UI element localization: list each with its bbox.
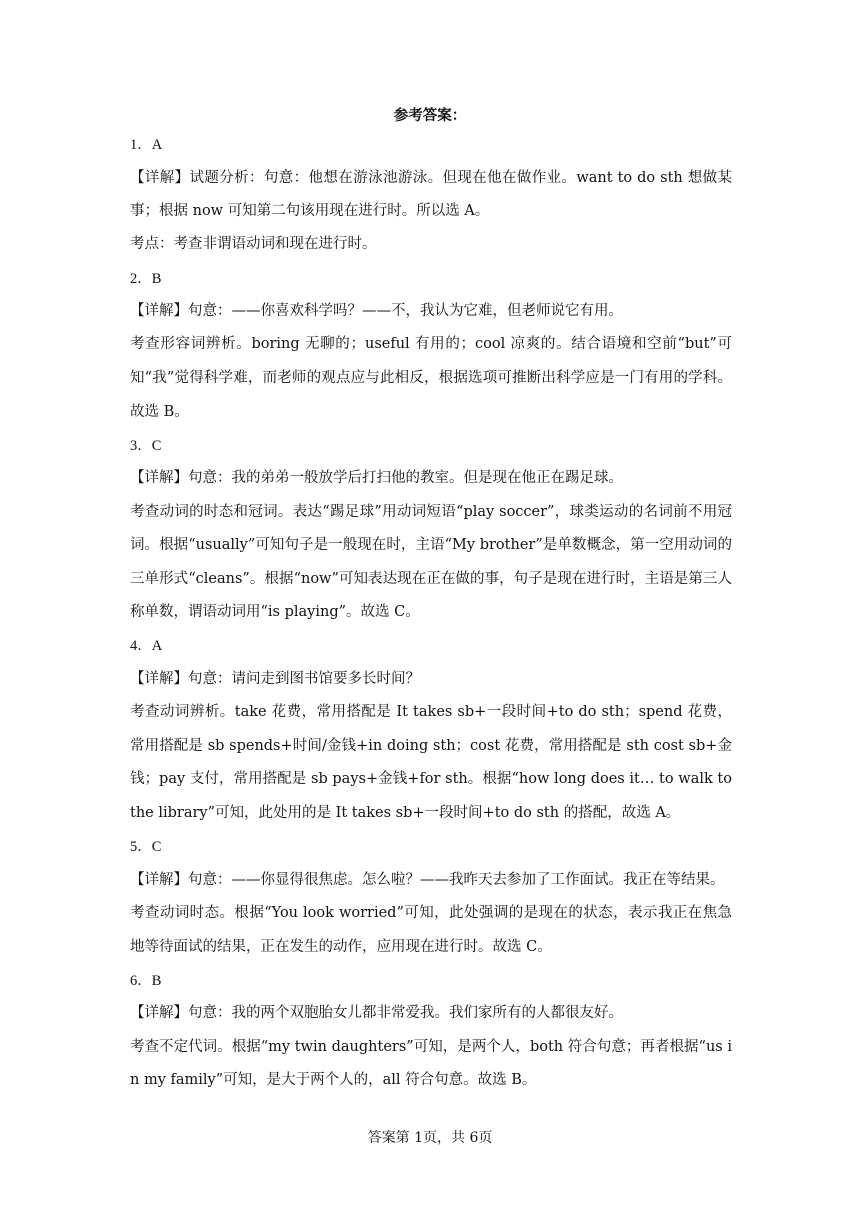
answer-explanation: 考查形容词辨析。boring 无聊的；useful 有用的；cool 凉爽的。结合语境和空前“but”可知“我”觉得科学难，而老师的观点应与此相反，根据选项可推断出科学应是一门有用的学科。故选 B。 [130, 336, 732, 420]
answer-number: 1．A [130, 137, 163, 153]
answer-explanation: 考查动词时态。根据“You look worried”可知，此处强调的是现在的状态，表示我正在焦急地等待面试的结果，正在发生的动作，应用现在进行时。故选 C。 [130, 905, 732, 955]
answer-explanation: 考查动词的时态和冠词。表达“踢足球”用动词短语“play soccer”，球类运动的名词前不用冠词。根据“usually”可知句子是一般现在时，主语“My brother”是单数概念，第一空用动词的三单形式“cleans”。根据“now”可知表达现在正在做的事，句子是现在进行时，主语是第三人称单数，谓语动词用“is playing”。故选 C。 [130, 503, 732, 621]
answer-explanation: 【详解】句意：——你显得很焦虑。怎么啦？——我昨天去参加了工作面试。我正在等结果。 [130, 871, 725, 888]
answer-item [130, 837, 732, 964]
page-footer: 答案第 1页，共 6页 [367, 1130, 493, 1146]
answer-item [130, 436, 732, 630]
answer-item [130, 636, 732, 830]
answer-explanation: 【详解】句意：我的两个双胞胎女儿都非常爱我。我们家所有的人都很友好。 [130, 1005, 623, 1022]
answer-explanation: 【详解】试题分析：句意：他想在游泳池游泳。但现在他在做作业。want to do sth 想做某事；根据 now 可知第二句该用现在进行时。所以选 A。 [130, 169, 732, 220]
answer-number: 2．B [130, 270, 162, 287]
answer-explanation: 【详解】句意：请问走到图书馆要多长时间？ [130, 671, 420, 688]
answer-explanation: 考查不定代词。根据“my twin daughters”可知，是两个人，both 符合句意；再者根据“us in my family”可知，是大于两个人的，all 符合句意。故选 B。 [130, 1038, 732, 1089]
answer-explanation: 【详解】句意：——你喜欢科学吗？——不，我认为它难，但老师说它有用。 [130, 303, 623, 320]
answer-item [130, 971, 732, 1098]
answer-item [130, 269, 732, 430]
answer-explanation: 考点：考查非谓语动词和现在进行时。 [130, 236, 377, 253]
answer-explanation: 考查动词辨析。take 花费，常用搭配是 It takes sb+一段时间+to do sth；spend 花费，常用搭配是 sb spends+时间/金钱+in doing sth；cost 花费，常用搭配是 sth cost sb+金钱；pay 支付，常用搭配是 sb pays+金钱+for sth。根据“how long does it… to walk to the library”可知，此处用的是 It takes sb+一段时间+to do sth 的搭配，故选 A。 [130, 704, 732, 822]
answer-number: 5．C [130, 839, 162, 856]
answer-number: 3．C [130, 437, 162, 454]
answer-explanation: 【详解】句意：我的弟弟一般放学后打扫他的教室。但是现在他正在踢足球。 [130, 470, 623, 487]
answer-list [130, 135, 732, 1104]
page-title: 参考答案： [393, 108, 467, 124]
answer-item [130, 135, 732, 262]
answer-number: 6．B [130, 972, 162, 989]
answer-number: 4．A [130, 638, 163, 655]
